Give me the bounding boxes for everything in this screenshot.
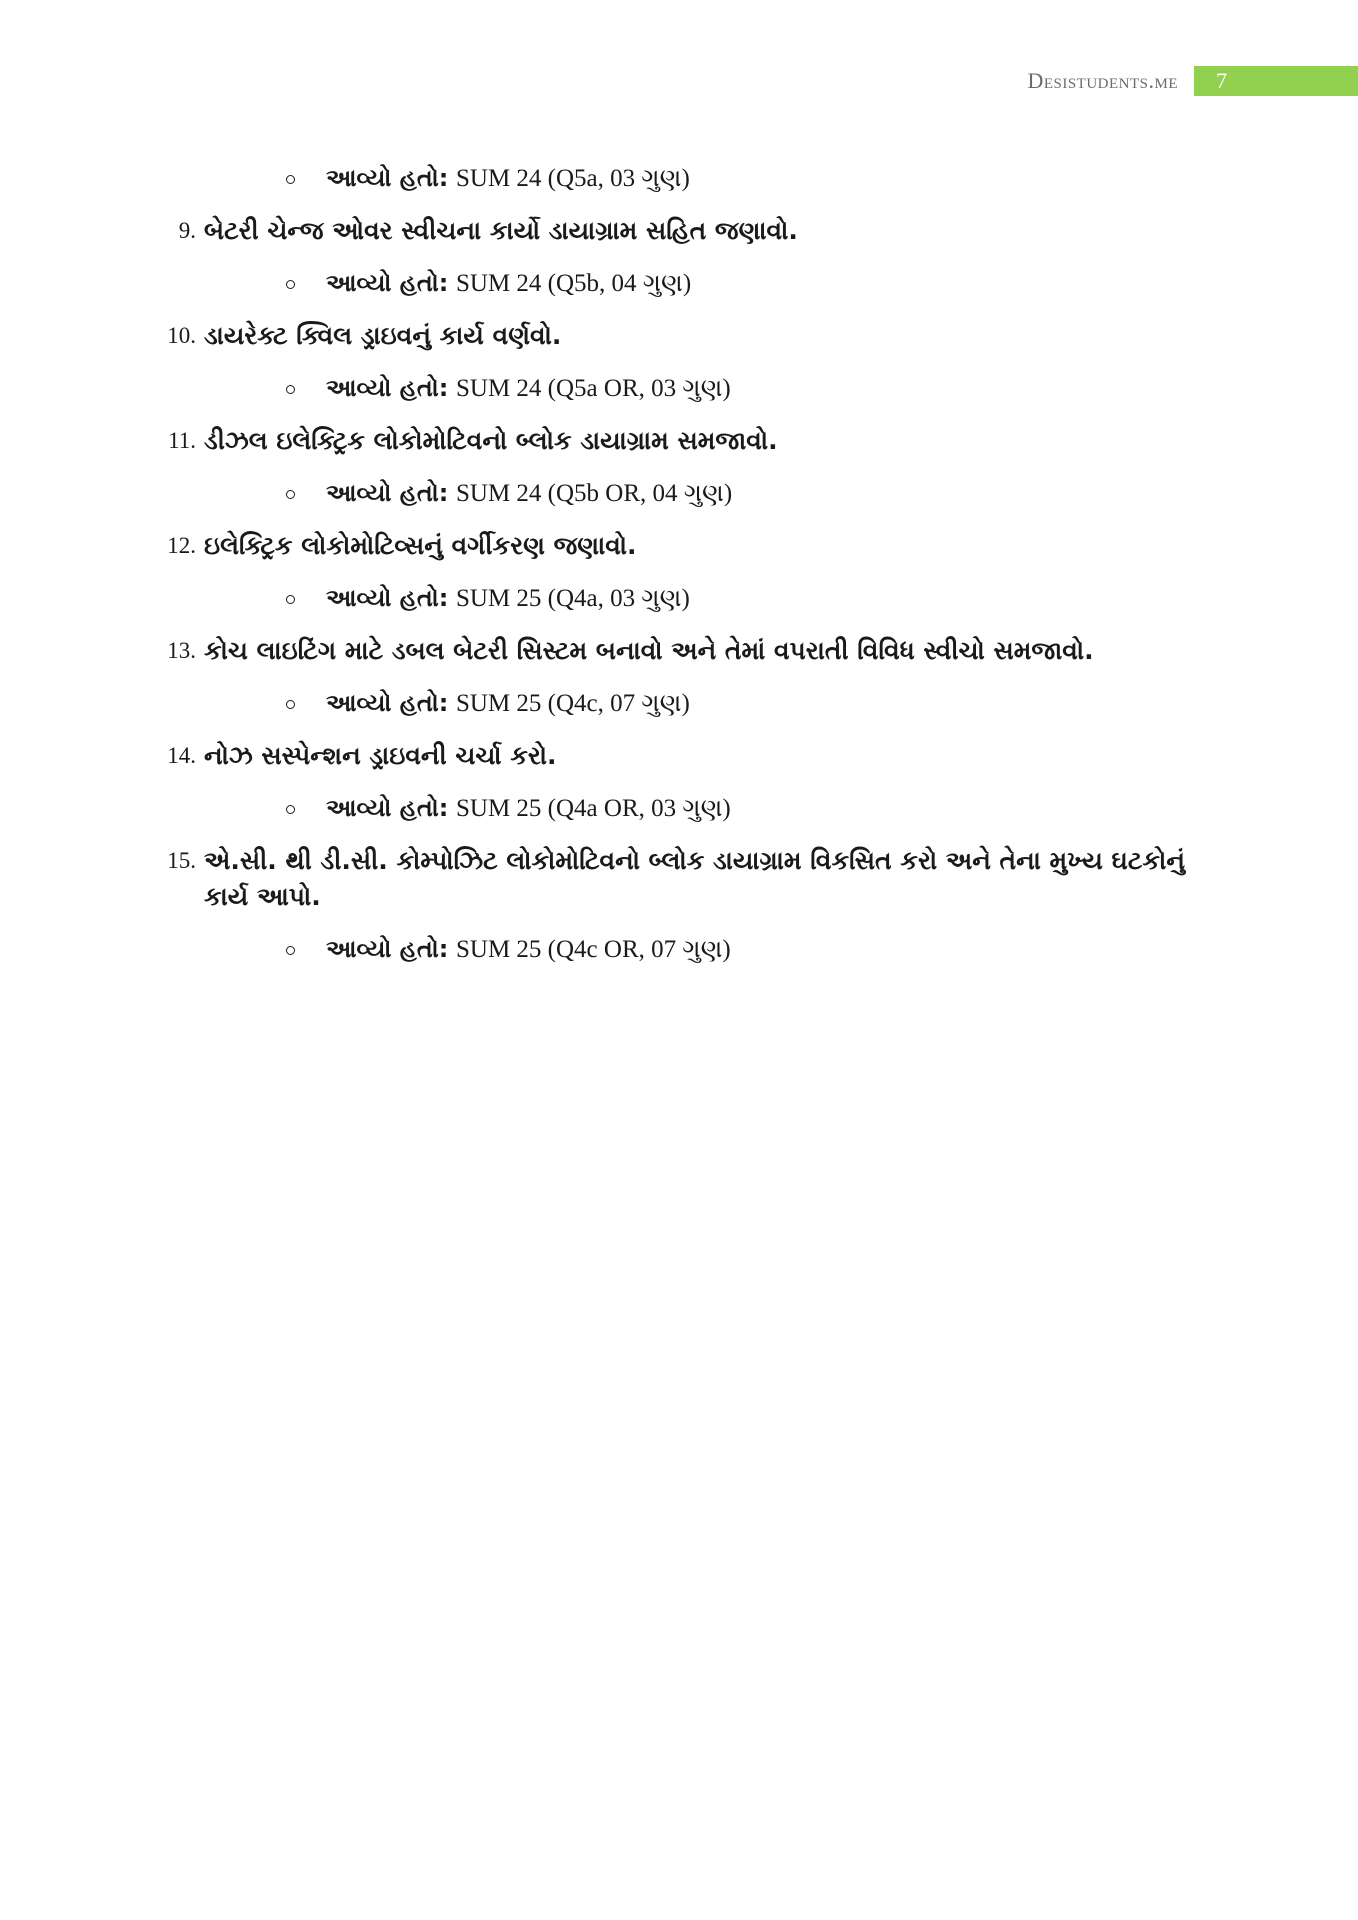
appeared-label: આવ્યો હતો: [326,479,449,507]
question-text: ઇલેક્ટ્રિક લોકોમોટિવ્સનું વર્ગીકરણ જણાવો. [204,531,637,560]
appeared-in-line [326,931,1358,968]
appeared-in-line [326,580,1358,617]
exam-source: SUM 24 (Q5a OR, 03 ગુણ) [455,375,731,402]
exam-source: SUM 24 (Q5a, 03 ગુણ) [455,165,690,192]
question-number: 15. [167,848,196,873]
question-text: એ.સી. થી ડી.સી. કોમ્પોઝિટ લોકોમોટિવનો બ્લોક ડાયાગ્રામ વિકસિત કરો અને તેના મુખ્ય ઘટકોનું કાર્ય આપો. [204,846,1185,911]
appeared-label: આવ્યો હતો: [326,164,449,192]
question-text: ડાયરેક્ટ ક્વિલ ડ્રાઇવનું કાર્ય વર્ણવો. [204,321,562,350]
hollow-bullet-icon [286,490,295,499]
exam-source: SUM 24 (Q5b, 04 ગુણ) [455,270,692,297]
exam-source: SUM 25 (Q4c, 07 ગુણ) [455,690,690,717]
question-text: કોચ લાઇટિંગ માટે ડબલ બેટરી સિસ્ટમ બનાવો અને તેમાં વપરાતી વિવિધ સ્વીચો સમજાવો. [204,636,1094,665]
appeared-label: આવ્યો હતો: [326,689,449,717]
appeared-label: આવ્યો હતો: [326,374,449,402]
appeared-label: આવ્યો હતો: [326,794,449,822]
appeared-in-line [326,160,1358,197]
question-text: બેટરી ચેન્જ ઓવર સ્વીચના કાર્યો ડાયાગ્રામ સહિત જણાવો. [204,216,798,245]
hollow-bullet-icon [286,946,295,955]
question-number: 13. [167,638,196,663]
appeared-label: આવ્યો હતો: [326,269,449,297]
appeared-in-line [326,475,1358,512]
appeared-label: આવ્યો હતો: [326,935,449,963]
question-item [167,633,1198,669]
question-number: 14. [167,743,196,768]
question-item [167,528,1198,564]
hollow-bullet-icon [286,700,295,709]
question-number: 10. [167,323,196,348]
question-item [178,213,1198,249]
question-item [168,423,1198,459]
appeared-in-line [326,685,1358,722]
hollow-bullet-icon [286,805,295,814]
exam-source: SUM 24 (Q5b OR, 04 ગુણ) [455,480,733,507]
page-header [1027,66,1358,96]
hollow-bullet-icon [286,595,295,604]
hollow-bullet-icon [286,385,295,394]
question-item [167,738,1198,774]
appeared-in-line [326,370,1358,407]
question-item [167,843,1198,915]
exam-source: SUM 25 (Q4c OR, 07 ગુણ) [455,936,731,963]
appeared-in-line [326,265,1358,302]
question-number: 9. [178,218,196,243]
question-number: 12. [167,533,196,558]
question-text: નોઝ સસ્પેન્શન ડ્રાઇવની ચર્ચા કરો. [204,741,557,770]
question-text: ડીઝલ ઇલેક્ટ્રિક લોકોમોટિવનો બ્લોક ડાયાગ્રામ સમજાવો. [204,426,778,455]
hollow-bullet-icon [286,175,295,184]
appeared-label: આવ્યો હતો: [326,584,449,612]
appeared-in-line [326,790,1358,827]
page-number-badge: 7 [1194,66,1358,96]
question-number: 11. [168,428,196,453]
question-list [0,160,1358,968]
hollow-bullet-icon [286,280,295,289]
question-item [167,318,1198,354]
exam-source: SUM 25 (Q4a, 03 ગુણ) [455,585,690,612]
site-name: Desistudents.me [1027,68,1178,93]
exam-source: SUM 25 (Q4a OR, 03 ગુણ) [455,795,731,822]
